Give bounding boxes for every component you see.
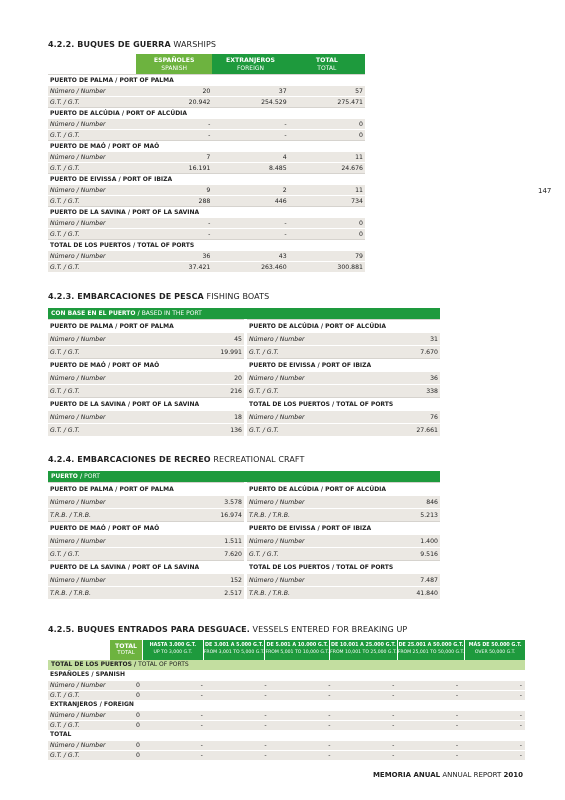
cell-value: 9 — [206, 187, 211, 194]
table-row — [48, 250, 365, 261]
cell-value: 0 — [136, 752, 140, 759]
page-number: 147 — [538, 187, 552, 195]
group-header: PUERTO DE LA SAVINA / PORT OF LA SAVINA — [48, 560, 244, 573]
cell-value: 9.516 — [420, 551, 438, 558]
group-header: TOTAL DE LOS PUERTOS / TOTAL OF PORTS — [247, 560, 440, 573]
table-row — [48, 217, 365, 228]
row-label-text: Número / Number — [50, 336, 106, 343]
section-title-breaking-up: 4.2.5. BUQUES ENTRADOS PARA DESGUACE. VESSELS ENTERED FOR BREAKING UP — [48, 625, 408, 634]
table-row — [247, 410, 440, 423]
cell-value: - — [392, 722, 395, 729]
row-label — [247, 372, 380, 384]
cell-value: 0 — [359, 132, 363, 139]
cell-value: 0 — [359, 220, 363, 227]
cell-value: - — [200, 722, 203, 729]
cell-value: - — [328, 682, 331, 689]
table-row — [48, 690, 525, 700]
row-label: G.T. / G.T. — [50, 132, 80, 139]
cell-value: 16.974 — [220, 512, 242, 519]
breaking-up-table — [48, 640, 525, 760]
cell-value: - — [284, 220, 287, 227]
table-row — [247, 547, 440, 560]
table-row — [247, 508, 440, 521]
row-label — [48, 509, 184, 521]
row-label-text: Número / Number — [50, 538, 106, 545]
table-row — [48, 495, 244, 508]
cell-value: 0 — [136, 682, 140, 689]
row-label-text: Número / Number — [249, 375, 305, 382]
cell-value: - — [328, 722, 331, 729]
table-row — [247, 345, 440, 358]
row-label: Número / Number — [50, 121, 106, 128]
cell-value: - — [264, 692, 267, 699]
row-label-text: Número / Number — [50, 499, 106, 506]
row-label: G.T. / G.T. — [50, 198, 80, 205]
cell-value: 0 — [136, 712, 140, 719]
row-label: G.T. / G.T. — [50, 722, 80, 729]
cell-value: 76 — [430, 414, 438, 421]
cell-value: 7.670 — [420, 349, 438, 356]
cell-value: - — [519, 742, 522, 749]
cell-value: - — [519, 712, 522, 719]
cell-value: - — [519, 682, 522, 689]
cell-value: - — [208, 220, 211, 227]
cell-value: - — [208, 231, 211, 238]
table-row — [48, 740, 525, 750]
table-row — [48, 195, 365, 206]
cell-value: 45 — [234, 336, 242, 343]
row-label: Número / Number — [50, 742, 106, 749]
table-header — [48, 54, 365, 74]
cell-value: 152 — [230, 577, 242, 584]
header-range: DE 5.001 A 10.000 G.T. FROM 5,001 TO 10,000 G.T. — [265, 640, 329, 660]
row-label-text: Número / Number — [249, 538, 305, 545]
table-row — [247, 534, 440, 547]
cell-value: - — [200, 742, 203, 749]
table-row — [48, 96, 365, 107]
header-range: DE 10.001 A 25.000 G.T. FROM 10,001 TO 25,000 G.T. — [330, 640, 397, 660]
group-header: PUERTO DE LA SAVINA / PORT OF LA SAVINA — [48, 206, 365, 217]
cell-value: - — [392, 752, 395, 759]
cell-value: 24.676 — [341, 165, 363, 172]
cell-value: - — [328, 712, 331, 719]
table-row — [48, 508, 244, 521]
group-header: PUERTO DE ALCÚDIA / PORT OF ALCÚDIA — [48, 107, 365, 118]
table-row — [247, 384, 440, 397]
table-row — [48, 534, 244, 547]
table-row — [247, 371, 440, 384]
cell-value: - — [264, 712, 267, 719]
row-label-text: Número / Number — [50, 414, 106, 421]
group-header: PUERTO DE MAÓ / PORT OF MAÓ — [48, 358, 244, 371]
table-row — [48, 720, 525, 730]
cell-value: 37 — [278, 88, 287, 95]
table-row — [48, 332, 244, 345]
table-row — [48, 228, 365, 239]
row-label: G.T. / G.T. — [50, 165, 80, 172]
cell-value: - — [284, 121, 287, 128]
cell-value: 11 — [355, 187, 363, 194]
row-label-text: G.T. / G.T. — [50, 427, 80, 434]
cell-value: 1.400 — [420, 538, 438, 545]
cell-value: 20 — [234, 375, 242, 382]
cell-value: - — [284, 231, 287, 238]
row-label — [247, 496, 380, 508]
cell-value: - — [208, 121, 211, 128]
row-label-text: G.T. / G.T. — [249, 349, 279, 356]
group-header: PUERTO DE MAÓ / PORT OF MAÓ — [48, 521, 244, 534]
row-label — [247, 548, 380, 560]
cell-value: 79 — [355, 253, 363, 260]
row-label: G.T. / G.T. — [50, 99, 80, 106]
cell-value: 27.661 — [416, 427, 438, 434]
row-label — [48, 372, 184, 384]
cell-value: - — [519, 752, 522, 759]
row-label: Número / Number — [50, 154, 106, 161]
cell-value: 57 — [355, 88, 363, 95]
table-row — [48, 384, 244, 397]
cell-value: 0 — [359, 121, 363, 128]
cell-value: 0 — [136, 692, 140, 699]
group-header: PUERTO DE ALCÚDIA / PORT OF ALCÚDIA — [247, 482, 440, 495]
cell-value: - — [328, 692, 331, 699]
group-header: PUERTO DE PALMA / PORT OF PALMA — [48, 319, 244, 332]
cell-value: 275.471 — [337, 99, 363, 106]
table-row — [48, 423, 244, 436]
header-total: TOTAL TOTAL — [110, 640, 142, 660]
cell-value: 1.511 — [224, 538, 242, 545]
cell-value: - — [455, 722, 459, 729]
row-label — [48, 346, 184, 358]
row-label — [247, 587, 380, 599]
table-row — [48, 162, 365, 173]
row-label — [247, 535, 380, 547]
cell-value: - — [455, 692, 459, 699]
table-row — [48, 184, 365, 195]
cell-value: 31 — [430, 336, 438, 343]
row-label-text: G.T. / G.T. — [249, 551, 279, 558]
group-header: TOTAL — [48, 730, 525, 740]
row-label: Número / Number — [50, 88, 106, 95]
row-label — [48, 424, 184, 436]
row-label — [48, 496, 184, 508]
cell-value: 37.421 — [188, 264, 211, 271]
header-foreign: EXTRANJEROS FOREIGN — [212, 54, 288, 74]
row-label-text: Número / Number — [249, 499, 305, 506]
table-row — [48, 680, 525, 690]
row-label-text: Número / Number — [50, 375, 106, 382]
row-label: G.T. / G.T. — [50, 752, 80, 759]
cell-value: 216 — [230, 388, 242, 395]
section-title-warships: 4.2.2. BUQUES DE GUERRA WARSHIPS — [48, 40, 217, 49]
group-header: PUERTO DE ALCÚDIA / PORT OF ALCÚDIA — [247, 319, 440, 332]
cell-value: - — [264, 752, 267, 759]
cell-value: 20 — [202, 88, 211, 95]
cell-value: 5.213 — [420, 512, 438, 519]
table-row — [48, 345, 244, 358]
table-row — [247, 332, 440, 345]
cell-value: 263.460 — [261, 264, 287, 271]
cell-value: - — [455, 682, 459, 689]
cell-value: 3.578 — [224, 499, 242, 506]
cell-value: - — [392, 742, 395, 749]
cell-value: - — [392, 712, 395, 719]
row-label: Número / Number — [50, 187, 106, 194]
table-row — [247, 495, 440, 508]
cell-value: 11 — [355, 154, 363, 161]
cell-value: 446 — [274, 198, 287, 205]
row-label: G.T. / G.T. — [50, 264, 80, 271]
row-label — [247, 385, 380, 397]
cell-value: - — [200, 692, 203, 699]
cell-value: 2.517 — [224, 590, 242, 597]
table-row — [48, 750, 525, 760]
cell-value: 0 — [136, 722, 140, 729]
cell-value: 846 — [426, 499, 438, 506]
row-label: Número / Number — [50, 712, 106, 719]
cell-value: 288 — [198, 198, 211, 205]
row-label — [247, 509, 380, 521]
cell-value: 8.485 — [268, 165, 287, 172]
header-spanish: ESPAÑOLES SPANISH — [136, 54, 212, 74]
cell-value: - — [392, 692, 395, 699]
cell-value: 7.620 — [224, 551, 242, 558]
row-label-text: Número / Number — [50, 577, 106, 584]
row-label — [48, 411, 184, 423]
header-range: MÁS DE 50.000 G.T. OVER 50,000 G.T. — [465, 640, 525, 660]
row-label-text: T.R.B. / T.R.B. — [50, 512, 91, 519]
row-label — [48, 548, 184, 560]
table-row — [48, 85, 365, 96]
cell-value: - — [200, 712, 203, 719]
table-row — [48, 586, 244, 599]
cell-value: 136 — [230, 427, 242, 434]
row-label — [48, 535, 184, 547]
row-label-text: G.T. / G.T. — [50, 551, 80, 558]
cell-value: - — [392, 682, 395, 689]
row-label-text: Número / Number — [249, 577, 305, 584]
table-header — [48, 640, 525, 660]
cell-value: - — [455, 712, 459, 719]
row-label: Número / Number — [50, 220, 106, 227]
group-header: PUERTO DE MAÓ / PORT OF MAÓ — [48, 140, 365, 151]
row-label — [48, 333, 184, 345]
group-header: TOTAL DE LOS PUERTOS / TOTAL OF PORTS — [247, 397, 440, 410]
cell-value: 300.881 — [337, 264, 363, 271]
cell-value: - — [208, 132, 211, 139]
table-row — [48, 573, 244, 586]
row-label — [48, 385, 184, 397]
cell-value: 254.529 — [261, 99, 287, 106]
cell-value: - — [264, 722, 267, 729]
table-row — [48, 547, 244, 560]
section-title-recreational: 4.2.4. EMBARCACIONES DE RECREO RECREATIONAL CRAFT — [48, 455, 305, 464]
header-range: DE 25.001 A 50.000 G.T. FROM 25,001 TO 50,000 G.T. — [398, 640, 465, 660]
group-header: PUERTO DE LA SAVINA / PORT OF LA SAVINA — [48, 397, 244, 410]
group-header: PUERTO DE EIVISSA / PORT OF IBIZA — [247, 358, 440, 371]
table-bar: CON BASE EN EL PUERTO / BASED IN THE PORT — [48, 308, 440, 319]
row-label — [247, 333, 380, 345]
group-header: PUERTO DE EIVISSA / PORT OF IBIZA — [247, 521, 440, 534]
cell-value: 19.991 — [220, 349, 242, 356]
cell-value: 18 — [234, 414, 242, 421]
cell-value: 338 — [426, 388, 438, 395]
header-range: DE 3.001 A 5.000 G.T. FROM 3,001 TO 5,000 G.T. — [204, 640, 265, 660]
row-label — [247, 411, 380, 423]
cell-value: - — [328, 742, 331, 749]
row-label — [247, 574, 380, 586]
table-row — [48, 151, 365, 162]
cell-value: - — [519, 692, 522, 699]
row-label: Número / Number — [50, 682, 106, 689]
row-label: Número / Number — [50, 253, 106, 260]
cell-value: - — [200, 682, 203, 689]
row-label-text: T.R.B. / T.R.B. — [249, 512, 290, 519]
cell-value: 7.487 — [420, 577, 438, 584]
row-label-text: G.T. / G.T. — [50, 388, 80, 395]
header-range: HASTA 3.000 G.T. UP TO 3,000 G.T. — [143, 640, 203, 660]
row-label-text: T.R.B. / T.R.B. — [249, 590, 290, 597]
cell-value: 4 — [282, 154, 287, 161]
cell-value: - — [284, 132, 287, 139]
cell-value: 16.191 — [188, 165, 211, 172]
cell-value: - — [455, 752, 459, 759]
fishing-table — [48, 308, 440, 436]
table-row — [48, 118, 365, 129]
row-label — [48, 574, 184, 586]
cell-value: - — [328, 752, 331, 759]
warships-table — [48, 54, 365, 272]
row-label — [48, 587, 184, 599]
table-bar: PUERTO / PORT — [48, 471, 440, 482]
table-row — [48, 410, 244, 423]
row-label-text: Número / Number — [249, 336, 305, 343]
table-row — [48, 710, 525, 720]
cell-value: 43 — [278, 253, 287, 260]
cell-value: 2 — [282, 187, 287, 194]
footer: MEMORIA ANUAL ANNUAL REPORT 2010 — [372, 771, 523, 779]
row-label-text: T.R.B. / T.R.B. — [50, 590, 91, 597]
row-label-text: Número / Number — [249, 414, 305, 421]
cell-value: 41.840 — [416, 590, 438, 597]
header-total: TOTAL TOTAL — [289, 54, 365, 74]
cell-value: - — [264, 682, 267, 689]
group-header: PUERTO DE EIVISSA / PORT OF IBIZA — [48, 173, 365, 184]
cell-value: 20.942 — [188, 99, 211, 106]
table-row — [247, 573, 440, 586]
table-row — [247, 423, 440, 436]
row-label — [247, 346, 380, 358]
cell-value: - — [455, 742, 459, 749]
row-label: G.T. / G.T. — [50, 231, 80, 238]
table-row — [247, 586, 440, 599]
section-title-fishing: 4.2.3. EMBARCACIONES DE PESCA FISHING BOATS — [48, 292, 270, 301]
cell-value: - — [264, 742, 267, 749]
cell-value: 36 — [430, 375, 438, 382]
table-row — [48, 261, 365, 272]
group-header: ESPAÑOLES / SPANISH — [48, 670, 525, 680]
row-label-text: G.T. / G.T. — [249, 427, 279, 434]
group-header: EXTRANJEROS / FOREIGN — [48, 700, 525, 710]
cell-value: 7 — [206, 154, 211, 161]
cell-value: 0 — [136, 742, 140, 749]
cell-value: - — [200, 752, 203, 759]
cell-value: 36 — [202, 253, 211, 260]
row-label-text: G.T. / G.T. — [50, 349, 80, 356]
cell-value: - — [519, 722, 522, 729]
cell-value: 0 — [359, 231, 363, 238]
table-row — [48, 129, 365, 140]
recreational-table — [48, 471, 440, 599]
group-header: PUERTO DE PALMA / PORT OF PALMA — [48, 482, 244, 495]
cell-value: 734 — [351, 198, 363, 205]
table-row — [48, 371, 244, 384]
group-header: PUERTO DE PALMA / PORT OF PALMA — [48, 74, 365, 85]
row-label: G.T. / G.T. — [50, 692, 80, 699]
row-label — [247, 424, 380, 436]
row-label-text: G.T. / G.T. — [249, 388, 279, 395]
group-header: TOTAL DE LOS PUERTOS / TOTAL OF PORTS — [48, 239, 365, 250]
table-subheader: TOTAL DE LOS PUERTOS / TOTAL OF PORTS — [48, 660, 525, 670]
